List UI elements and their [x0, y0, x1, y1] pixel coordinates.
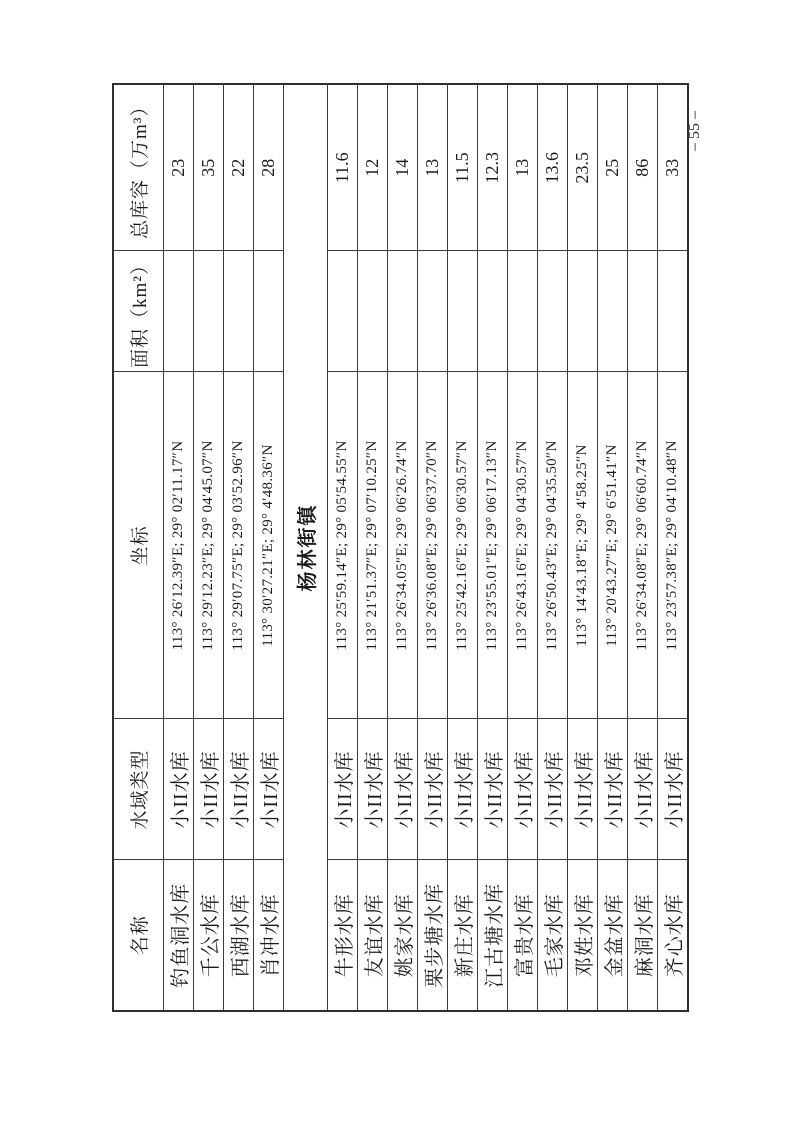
- table-row: [163, 84, 193, 1011]
- cell-name: 栗步塘水库: [417, 860, 447, 1011]
- table-row: [327, 84, 357, 1011]
- cell-type: 小II水库: [567, 719, 597, 860]
- cell-area: [253, 251, 283, 372]
- cell-name: 钓鱼洞水库: [163, 860, 193, 1011]
- cell-name: 齐心水库: [657, 860, 688, 1011]
- cell-name: 牛形水库: [327, 860, 357, 1011]
- header-type: 水域类型: [113, 719, 163, 860]
- cell-coordinates: 113° 26′12.39″E; 29° 02′11.17″N: [163, 372, 193, 719]
- cell-type: 小II水库: [417, 719, 447, 860]
- cell-capacity: 23: [163, 84, 193, 251]
- table-row: [447, 84, 477, 1011]
- header-capacity: 总库容（万m³）: [113, 84, 163, 251]
- cell-type: 小II水库: [627, 719, 657, 860]
- table-row: [193, 84, 223, 1011]
- cell-capacity: 28: [253, 84, 283, 251]
- cell-area: [477, 251, 507, 372]
- cell-area: [327, 251, 357, 372]
- table-row: [537, 84, 567, 1011]
- cell-type: 小II水库: [223, 719, 253, 860]
- cell-name: 新庄水库: [447, 860, 477, 1011]
- cell-name: 姚家水库: [387, 860, 417, 1011]
- cell-coordinates: 113° 29′07.75″E; 29° 03′52.96″N: [223, 372, 253, 719]
- table-row: [223, 84, 253, 1011]
- cell-type: 小II水库: [477, 719, 507, 860]
- section-label: 杨林街镇: [283, 84, 327, 1011]
- table-row: [477, 84, 507, 1011]
- cell-capacity: 11.6: [327, 84, 357, 251]
- table-row: [387, 84, 417, 1011]
- cell-area: [447, 251, 477, 372]
- table-header-row: [113, 84, 163, 1011]
- cell-name: 江古塘水库: [477, 860, 507, 1011]
- cell-type: 小II水库: [357, 719, 387, 860]
- cell-coordinates: 113° 29′12.23″E; 29° 04′45.07″N: [193, 372, 223, 719]
- cell-capacity: 13: [507, 84, 537, 251]
- cell-coordinates: 113° 23′57.38″E; 29° 04′10.48″N: [657, 372, 688, 719]
- cell-capacity: 33: [657, 84, 688, 251]
- cell-area: [163, 251, 193, 372]
- cell-capacity: 12.3: [477, 84, 507, 251]
- cell-coordinates: 113° 30′27.21″E; 29° 4′48.36″N: [253, 372, 283, 719]
- cell-name: 麻洞水库: [627, 860, 657, 1011]
- cell-type: 小II水库: [507, 719, 537, 860]
- table-row: [627, 84, 657, 1011]
- cell-name: 西湖水库: [223, 860, 253, 1011]
- cell-name: 友谊水库: [357, 860, 387, 1011]
- cell-area: [597, 251, 627, 372]
- cell-coordinates: 113° 20′43.27″E; 29° 6′51.41″N: [597, 372, 627, 719]
- table-row: [657, 84, 688, 1011]
- cell-coordinates: 113° 25′42.16″E; 29° 06′30.57″N: [447, 372, 477, 719]
- cell-area: [357, 251, 387, 372]
- cell-capacity: 23.5: [567, 84, 597, 251]
- cell-name: 富贵水库: [507, 860, 537, 1011]
- cell-area: [567, 251, 597, 372]
- cell-coordinates: 113° 21′51.37″E; 29° 07′10.25″N: [357, 372, 387, 719]
- table-row: [507, 84, 537, 1011]
- cell-capacity: 22: [223, 84, 253, 251]
- cell-type: 小II水库: [253, 719, 283, 860]
- cell-capacity: 14: [387, 84, 417, 251]
- cell-name: 千公水库: [193, 860, 223, 1011]
- table-row: [567, 84, 597, 1011]
- cell-capacity: 11.5: [447, 84, 477, 251]
- section-row: [283, 84, 327, 1011]
- cell-type: 小II水库: [327, 719, 357, 860]
- cell-capacity: 25: [597, 84, 627, 251]
- cell-type: 小II水库: [597, 719, 627, 860]
- cell-type: 小II水库: [447, 719, 477, 860]
- cell-area: [417, 251, 447, 372]
- cell-coordinates: 113° 14′43.18″E; 29° 4′58.25″N: [567, 372, 597, 719]
- header-coord: 坐标: [113, 372, 163, 719]
- cell-name: 毛家水库: [537, 860, 567, 1011]
- cell-coordinates: 113° 26′34.08″E; 29° 06′60.74″N: [627, 372, 657, 719]
- cell-coordinates: 113° 26′36.08″E; 29° 06′37.70″N: [417, 372, 447, 719]
- header-area: 面积（km²）: [113, 251, 163, 372]
- cell-name: 邓姓水库: [567, 860, 597, 1011]
- page-number: – 55 –: [686, 111, 703, 151]
- cell-area: [657, 251, 688, 372]
- table-row: [357, 84, 387, 1011]
- cell-name: 肖冲水库: [253, 860, 283, 1011]
- reservoir-table: [112, 83, 689, 1012]
- cell-type: 小II水库: [537, 719, 567, 860]
- cell-coordinates: 113° 23′55.01″E; 29° 06′17.13″N: [477, 372, 507, 719]
- cell-capacity: 35: [193, 84, 223, 251]
- header-name: 名称: [113, 860, 163, 1011]
- cell-area: [193, 251, 223, 372]
- cell-capacity: 86: [627, 84, 657, 251]
- cell-area: [627, 251, 657, 372]
- cell-area: [507, 251, 537, 372]
- cell-type: 小II水库: [657, 719, 688, 860]
- cell-capacity: 13: [417, 84, 447, 251]
- cell-type: 小II水库: [387, 719, 417, 860]
- rotated-table-container: [112, 85, 686, 1012]
- cell-type: 小II水库: [163, 719, 193, 860]
- cell-area: [387, 251, 417, 372]
- table-row: [253, 84, 283, 1011]
- table-row: [597, 84, 627, 1011]
- cell-coordinates: 113° 26′50.43″E; 29° 04′35.50″N: [537, 372, 567, 719]
- cell-capacity: 12: [357, 84, 387, 251]
- cell-name: 金盆水库: [597, 860, 627, 1011]
- cell-capacity: 13.6: [537, 84, 567, 251]
- cell-coordinates: 113° 26′34.05″E; 29° 06′26.74″N: [387, 372, 417, 719]
- cell-area: [537, 251, 567, 372]
- cell-coordinates: 113° 25′59.14″E; 29° 05′54.55″N: [327, 372, 357, 719]
- table-row: [417, 84, 447, 1011]
- cell-type: 小II水库: [193, 719, 223, 860]
- cell-coordinates: 113° 26′43.16″E; 29° 04′30.57″N: [507, 372, 537, 719]
- cell-area: [223, 251, 253, 372]
